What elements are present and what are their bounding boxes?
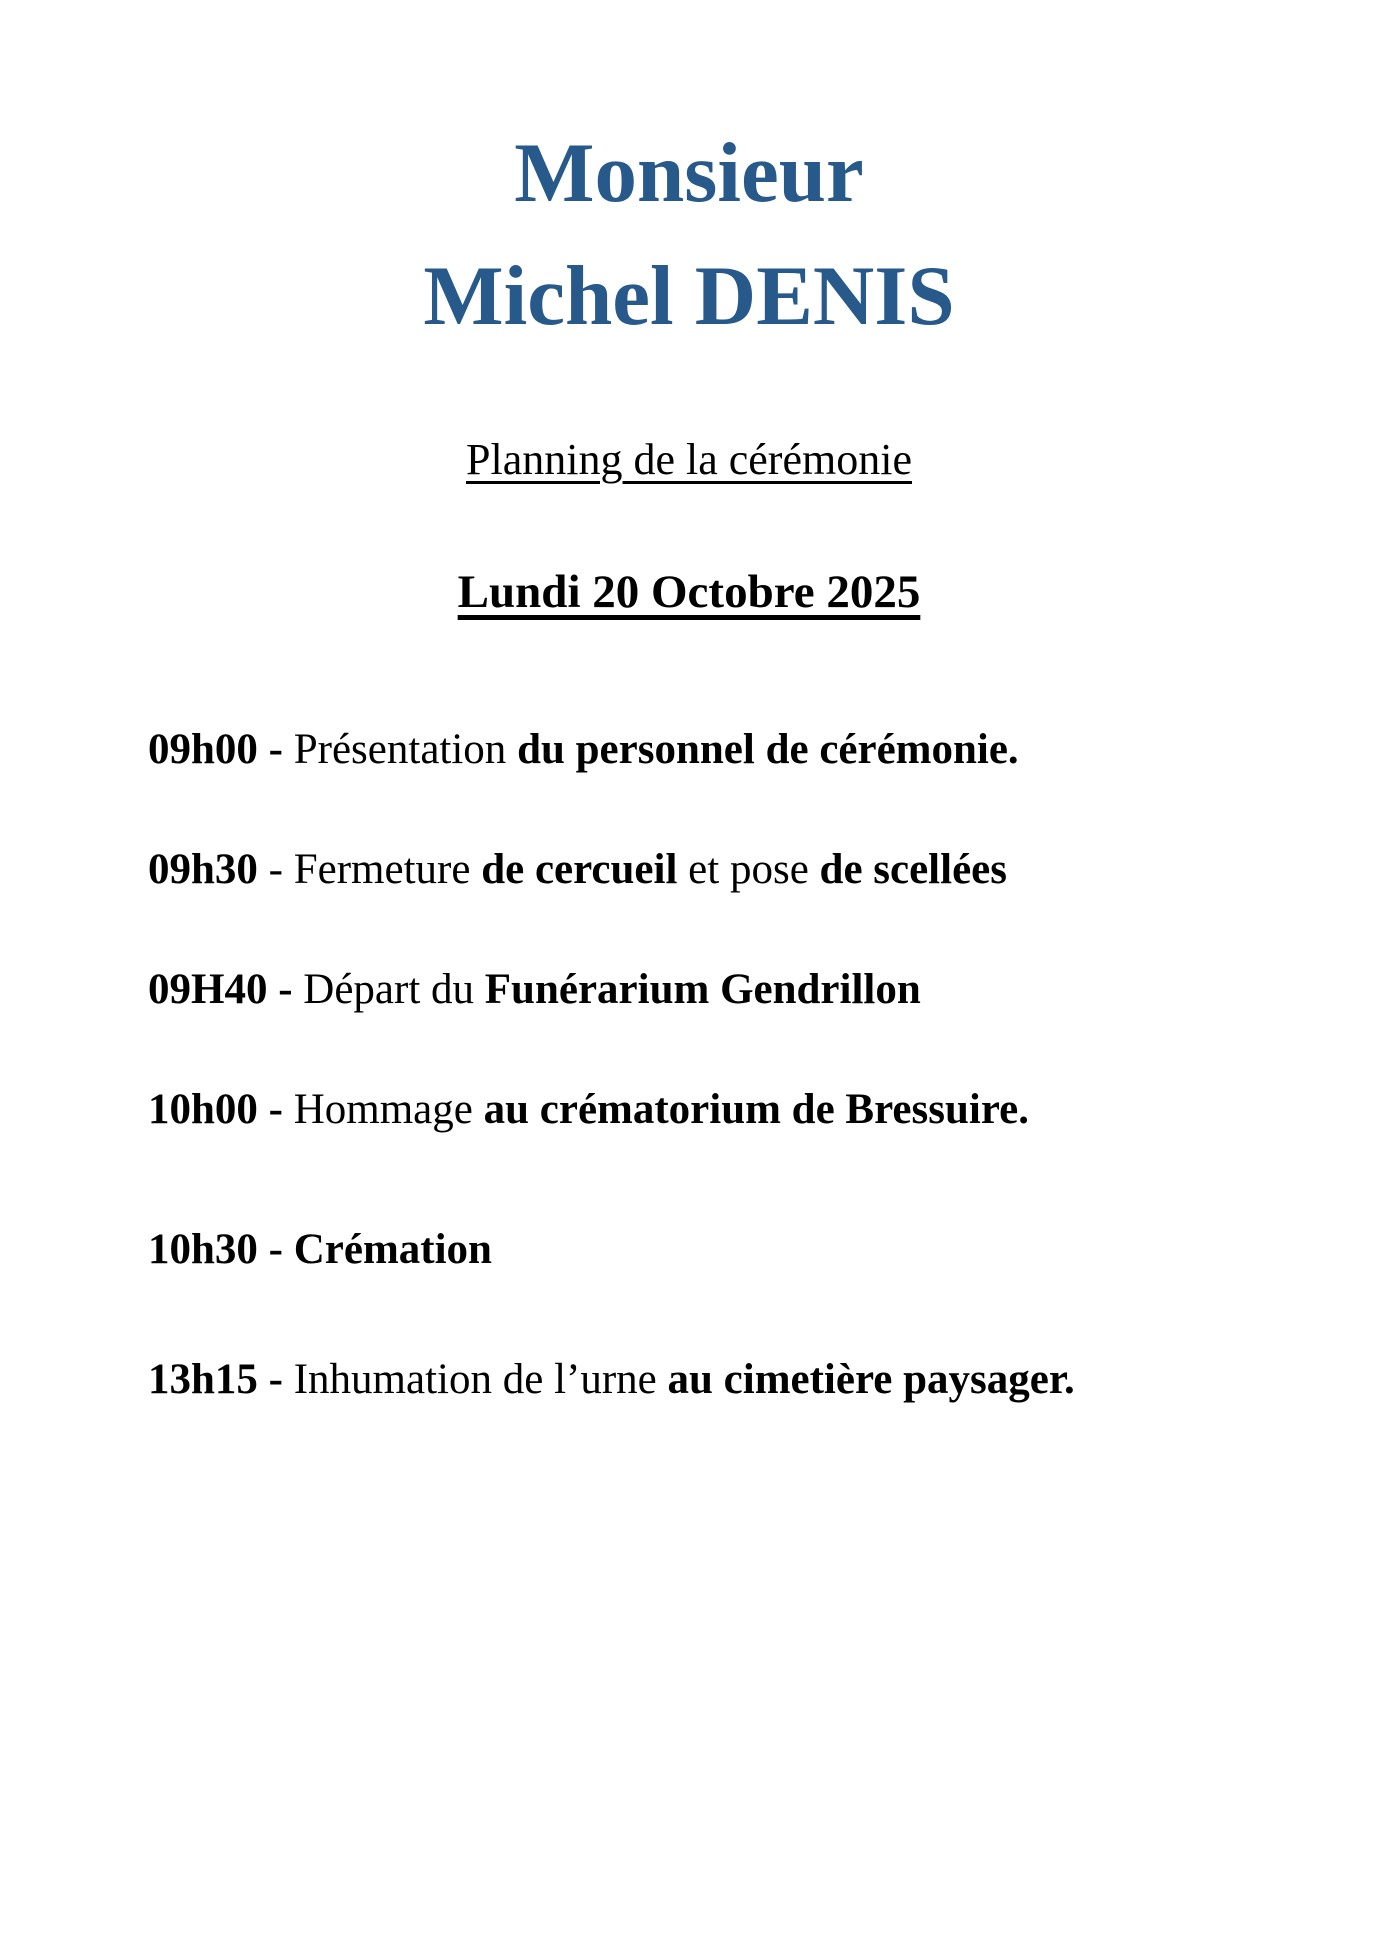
schedule-line [148, 965, 1258, 1015]
schedule-segment-bold: 09H40 - [148, 965, 304, 1013]
schedule-line [148, 725, 1258, 775]
schedule-segment-regular: Hommage [293, 1085, 484, 1133]
schedule-segment-bold: Funérarium Gendrillon [484, 965, 921, 1013]
schedule-segment-bold: 09h00 - [148, 725, 294, 773]
ceremony-subtitle: Planning de la cérémonie [466, 434, 912, 484]
schedule-list [148, 725, 1378, 1405]
title-line-monsieur: Monsieur [514, 126, 864, 220]
schedule-line [148, 1225, 1258, 1275]
schedule-segment-regular: Inhumation de l’urne [293, 1355, 668, 1403]
schedule-segment-regular: et pose [688, 845, 820, 893]
schedule-segment-bold: au cimetière paysager. [667, 1355, 1075, 1403]
schedule-segment-regular: - Fermeture [257, 845, 482, 893]
schedule-segment-bold: de cercueil [481, 845, 689, 893]
title-line-name: Michel DENIS [423, 249, 955, 344]
schedule-segment-bold: 10h30 - Crémation [148, 1225, 492, 1273]
schedule-segment-bold: au crématorium de Bressuire. [483, 1085, 1029, 1133]
schedule-line [148, 1355, 1258, 1405]
schedule-segment-bold: 10h00 - [148, 1085, 294, 1133]
schedule-line [148, 845, 1258, 895]
schedule-segment-bold: de scellées [819, 845, 1007, 893]
schedule-segment-bold: du personnel de cérémonie. [517, 725, 1019, 773]
page-title [0, 112, 1378, 359]
schedule-segment-bold: 13h15 - [148, 1355, 294, 1403]
schedule-line [148, 1085, 1258, 1135]
date-heading: Lundi 20 Octobre 2025 [457, 565, 921, 618]
schedule-segment-regular: Présentation [293, 725, 518, 773]
schedule-segment-bold: 09h30 [148, 845, 258, 893]
schedule-segment-regular: Départ du [303, 965, 485, 1013]
